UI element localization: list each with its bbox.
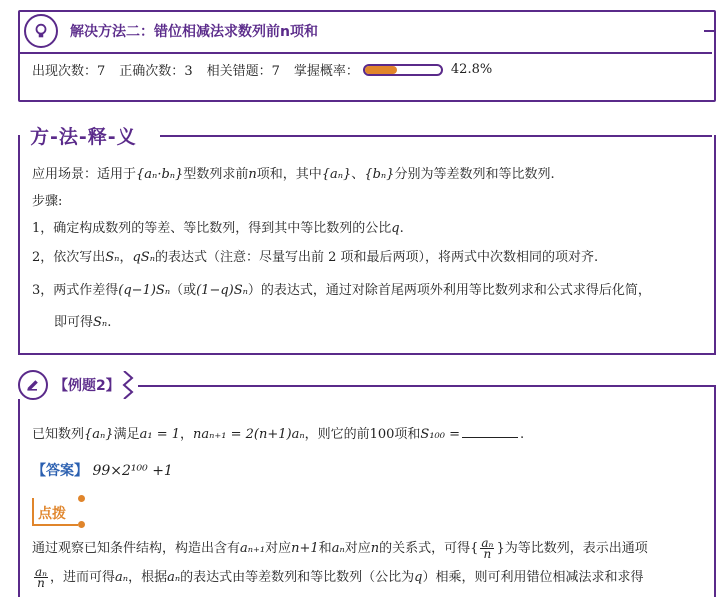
step-3-text: 3，两式作差得: [32, 283, 119, 298]
stats-row: [32, 60, 492, 79]
example-box: [18, 385, 716, 597]
question-line: [32, 425, 524, 445]
fraction-an-n: [34, 567, 48, 588]
hint-text: 的关系式，可得: [379, 541, 471, 556]
scene-text: 项和，其中: [256, 167, 322, 182]
method-header-title-bar: [18, 10, 712, 54]
scene-text: 分别为等差数列和等比数列.: [394, 167, 555, 182]
related-label: 相关错题：: [206, 64, 272, 79]
hint-text: ）相乘，则可利用错位相减法求和求得: [422, 570, 644, 585]
correct-label: 正确次数：: [119, 64, 185, 79]
s100-symbol: S₁₀₀ =: [420, 427, 460, 442]
period: .: [107, 315, 112, 330]
condition-2: naₙ₊₁ = 2(n+1)aₙ: [193, 427, 305, 442]
occurrences-value: 7: [97, 64, 106, 79]
sn-symbol: Sₙ: [105, 250, 120, 265]
an-symbol: aₙ: [115, 570, 129, 585]
hint-text: 通过观察已知条件结构，构造出含有: [32, 541, 241, 556]
mastery-percent: 42.8%: [450, 62, 493, 77]
expr-2: (1−q)Sₙ: [196, 283, 248, 298]
method-title: 解决方法二：错位相减法求数列前n项和: [70, 24, 318, 40]
comma: ，: [119, 250, 133, 265]
hint-label: 点拨: [38, 506, 66, 522]
method-section-title: 方-法-释-义: [26, 122, 141, 149]
step-3-text: 即可得: [54, 315, 94, 330]
separator: 、: [351, 167, 365, 182]
fraction-numerator: aₙ: [35, 565, 48, 579]
seq-a: {aₙ}: [84, 427, 114, 442]
mastery-progress-fill: [365, 66, 398, 74]
question-text: 已知数列: [32, 427, 85, 442]
an-symbol: aₙ: [331, 541, 345, 556]
period: .: [520, 427, 525, 442]
pencil-book-icon: [18, 370, 48, 400]
step-2-text: 的表达式（注意：尽量写出前 2 项和最后两项），将两式中次数相同的项对齐.: [154, 250, 599, 265]
method-left-stub: [18, 135, 20, 149]
hint-text: 对应: [265, 541, 292, 556]
seq-b: {bₙ}: [364, 167, 395, 182]
zigzag-decoration: [122, 371, 134, 399]
example-label: 【例题2】: [54, 378, 120, 394]
scene-label: 应用场景：: [32, 167, 98, 182]
qsn-symbol: qSₙ: [132, 250, 155, 265]
step-2: [32, 248, 598, 268]
sn-symbol: Sₙ: [93, 315, 108, 330]
related-value: 7: [271, 64, 280, 79]
expr-1: (q−1)Sₙ: [118, 283, 171, 298]
hint-dot-bottom: [78, 521, 85, 528]
hint-text: 为等比数列，表示出通项: [504, 541, 648, 556]
header-corner-decoration: [704, 30, 716, 48]
seq-ab: {aₙ·bₙ}: [136, 167, 184, 182]
step-3-text: （或: [170, 283, 197, 298]
correct-value: 3: [184, 64, 193, 79]
hint-text: 和: [318, 541, 332, 556]
an-symbol: aₙ: [167, 570, 181, 585]
answer-line: [32, 461, 173, 481]
step-3-cont: [54, 313, 111, 333]
q-symbol: q: [391, 221, 400, 236]
q-symbol: q: [414, 570, 423, 585]
example-tag: [18, 371, 138, 399]
fraction-numerator: aₙ: [481, 536, 494, 550]
steps-label: 步骤:: [32, 194, 63, 209]
mastery-progress-bar: [363, 64, 443, 76]
n1-symbol: n+1: [291, 541, 319, 556]
hint-text: ，进而可得: [50, 570, 116, 585]
comma: ，: [179, 427, 193, 442]
period: .: [399, 221, 404, 236]
mastery-label: 掌握概率：: [293, 64, 359, 79]
step-1-text: 1，确定构成数列的等差、等比数列，得到其中等比数列的公比: [32, 221, 392, 236]
n-symbol: n: [248, 167, 257, 182]
hint-text: 的表达式由等差数列和等比数列（公比为: [180, 570, 415, 585]
scene-text: 型数列求前: [183, 167, 249, 182]
occurrences-label: 出现次数：: [32, 64, 98, 79]
fraction-an-n: [480, 538, 494, 559]
hint-dot-top: [78, 495, 85, 502]
step-3-text: ）的表达式，通过对除首尾两项外利用等比数列求和公式求得后化简，: [247, 283, 651, 298]
question-text: ，则它的前100项和: [304, 427, 421, 442]
hint-line-2: [32, 567, 643, 588]
answer-label: 【答案】: [32, 463, 88, 479]
question-text: 满足: [113, 427, 140, 442]
step-2-text: 2，依次写出: [32, 250, 106, 265]
condition-1: a₁ = 1: [139, 427, 180, 442]
hint-text: 对应: [344, 541, 371, 556]
hint-text: ，根据: [128, 570, 168, 585]
fraction-denominator: n: [483, 547, 492, 561]
step-3: [32, 281, 651, 301]
step-1: [32, 219, 404, 239]
scene-text: 适用于: [97, 167, 137, 182]
n-symbol: n: [370, 541, 380, 556]
answer-blank: [462, 437, 518, 438]
answer-value: 99×2¹⁰⁰ +1: [92, 463, 173, 479]
hint-line-1: 通过观察已知条件结构，构造出含有aₙ₊₁对应n+1和aₙ对应n的关系式，可得{ $\frac{\text{aₙ}}{n}$ }为等比数列，表示出通项: [32, 536, 648, 561]
scene-line: [32, 165, 555, 185]
method-top-line: [160, 135, 712, 137]
an1-symbol: aₙ₊₁: [240, 541, 266, 556]
fraction-denominator: n: [37, 576, 45, 590]
seq-a: {aₙ}: [321, 167, 352, 182]
lightbulb-icon: [24, 14, 58, 48]
